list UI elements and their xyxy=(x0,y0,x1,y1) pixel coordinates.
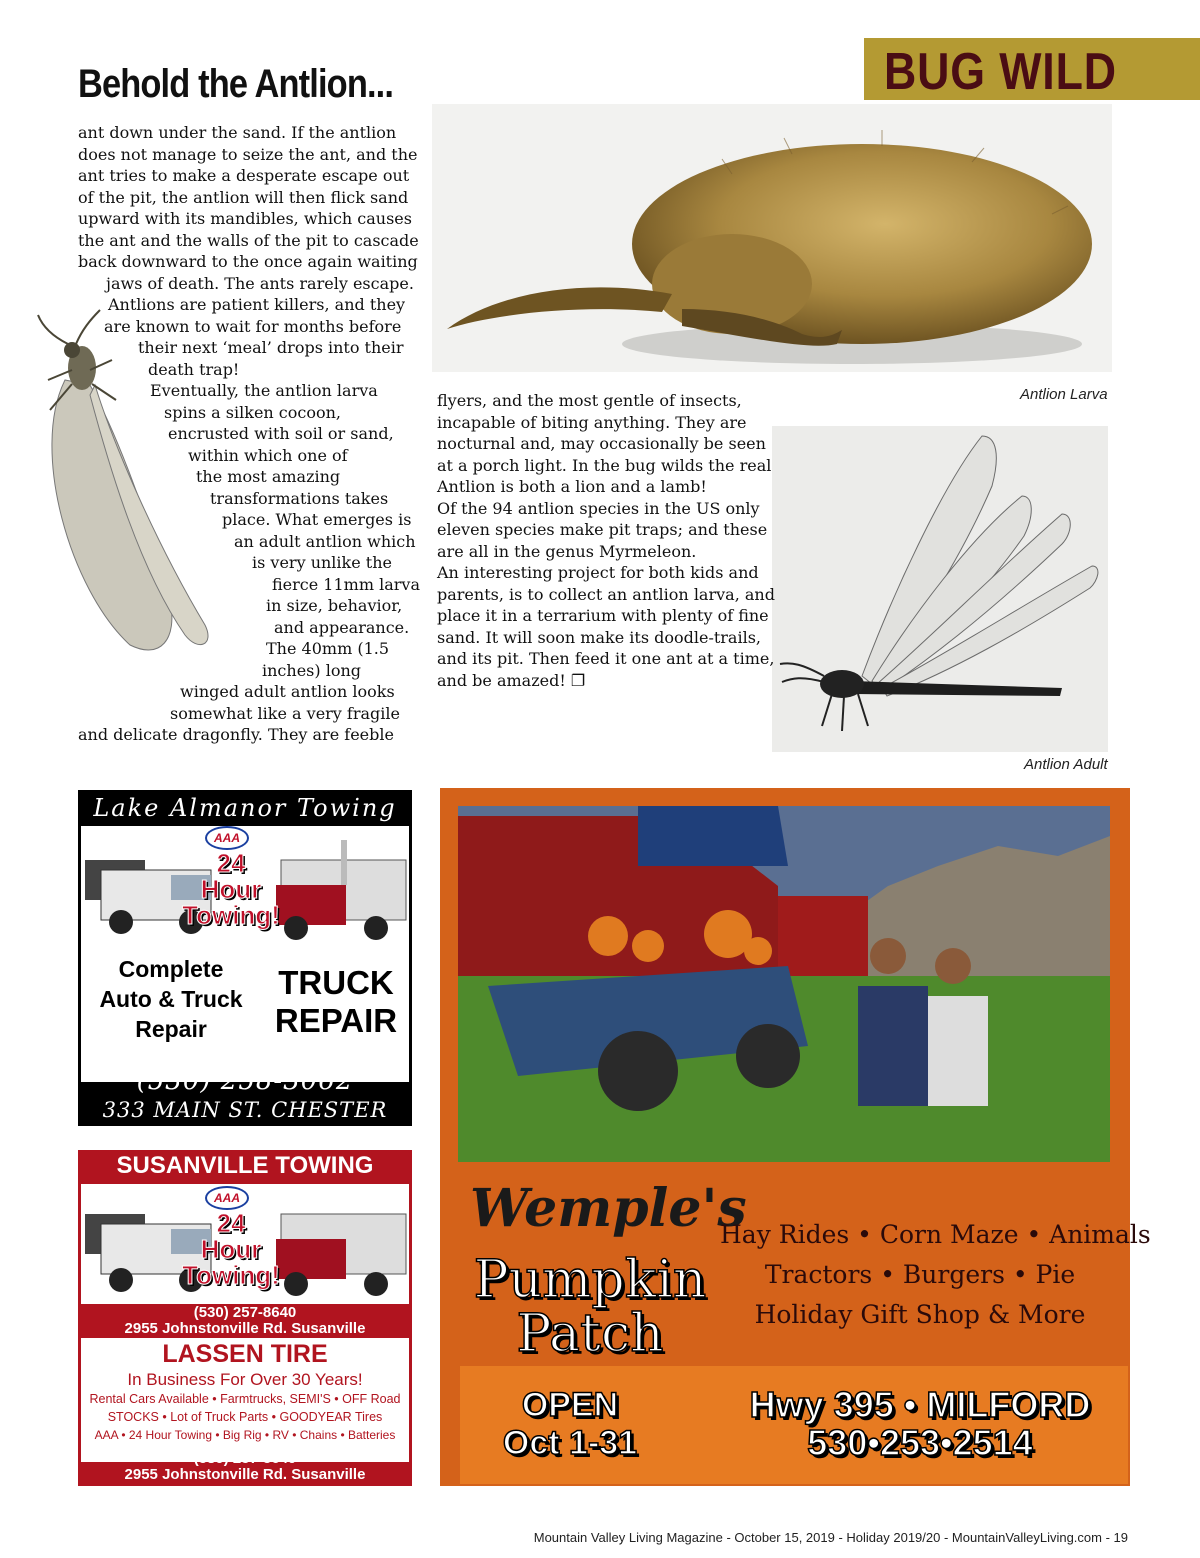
article-col1-line: does not manage to seize the ant, and the xyxy=(78,144,418,164)
article-col1-line: upward with its mandibles, which causes xyxy=(78,209,412,228)
article-col1-line: place. What emerges is xyxy=(222,510,412,529)
article-col1-line: Antlions are patient killers, and they xyxy=(108,295,406,314)
aaa-logo: AAA xyxy=(205,826,249,850)
article-col1-line: fierce 11mm larva xyxy=(272,574,420,594)
article-col1-line: are known to wait for months before xyxy=(104,316,402,336)
wemple-open-line: Oct 1-31 xyxy=(502,1424,638,1462)
article-col2-line: are all in the genus Myrmeleon. xyxy=(437,541,697,561)
article-col1-line: spins a silken cocoon, xyxy=(164,402,342,422)
ad-almanor-phone: (530) 258-3062 xyxy=(136,1066,354,1096)
wemple-phone: 530•253•2514 xyxy=(807,1422,1033,1463)
lassen-services-line: STOCKS • Lot of Truck Parts • GOODYEAR Tires xyxy=(107,1410,383,1424)
service-line: Auto & Truck xyxy=(99,986,243,1012)
wemple-feature-line: Hay Rides • Corn Maze • Animals xyxy=(720,1220,1151,1249)
ad-almanor-title: Lake Almanor Towing xyxy=(93,794,397,822)
ad-wemples-pumpkin-patch xyxy=(440,788,1151,1486)
article-col2-line: place it in a terrarium with plenty of fine xyxy=(437,606,769,625)
ad-susanville-phone2: (530) 257-8640 xyxy=(193,1450,297,1467)
article-col1-line: ant down under the sand. If the antlion xyxy=(78,123,397,142)
article-col2-line: parents, is to collect an antlion larva, and xyxy=(437,584,775,604)
article-col2-line: An interesting project for both kids and xyxy=(437,563,759,582)
ad-almanor-panel xyxy=(81,826,409,1082)
section-tag xyxy=(864,38,1200,100)
article-col2-line: Of the 94 antlion species in the US only xyxy=(437,498,760,518)
ad-susanville-title: SUSANVILLE TOWING xyxy=(116,1152,374,1179)
article-col1-line: encrusted with soil or sand, xyxy=(168,424,394,443)
lassen-services-line: Rental Cars Available • Farmtrucks, SEMI'S • OFF Road xyxy=(89,1392,401,1406)
wemple-feature-line: Holiday Gift Shop & More xyxy=(754,1300,1086,1329)
article-col2-line: incapable of biting anything. They are xyxy=(437,412,747,432)
badge-24: 24 xyxy=(216,848,246,878)
article-col1-line: their next ‘meal’ drops into their xyxy=(138,338,404,357)
article-col1-line: the most amazing xyxy=(196,467,341,486)
article-col2-line: Antlion is both a lion and a lamb! xyxy=(437,477,707,496)
lassen-tagline: In Business For Over 30 Years! xyxy=(127,1370,363,1389)
lassen-services-line: AAA • 24 Hour Towing • Big Rig • RV • Chains • Batteries xyxy=(94,1428,396,1442)
truck-repair-line: REPAIR xyxy=(274,1002,398,1039)
article-col2-line: flyers, and the most gentle of insects, xyxy=(437,391,742,410)
article-col1-line: and appearance. xyxy=(274,617,410,637)
article-col2-line: nocturnal and, may occasionally be seen xyxy=(437,434,766,453)
article-col1-line: Eventually, the antlion larva xyxy=(150,381,378,400)
ad-susanville-panel xyxy=(81,1184,409,1304)
article-col2-line: and its pit. Then feed it one ant at a time, xyxy=(437,649,775,668)
ad-susanville-address1: 2955 Johnstonville Rd. Susanville xyxy=(124,1320,366,1337)
ad-susanville-phone1: (530) 257-8640 xyxy=(193,1304,297,1321)
article-col1-line: back downward to the once again waiting xyxy=(78,252,418,271)
wemple-open-line: OPEN xyxy=(521,1386,619,1424)
badge-hour: Hour xyxy=(200,874,262,904)
pumpkin-name-line: Patch xyxy=(516,1304,664,1364)
ad-lassen-panel xyxy=(81,1338,409,1462)
article-col1-line: in size, behavior, xyxy=(266,596,403,615)
article-col1-line: is very unlike the xyxy=(252,553,392,572)
article-col1-line: death trap! xyxy=(148,359,240,379)
pumpkin-name-line: Pumpkin xyxy=(473,1250,707,1310)
article-col2-line: and be amazed! ❐ xyxy=(437,670,586,690)
page-footer: Mountain Valley Living Magazine - October 15, 2019 - Holiday 2019/20 - MountainValleyLiving.com - 19 xyxy=(533,1530,1128,1545)
service-line: Complete xyxy=(118,956,224,982)
article-col1-line: somewhat like a very fragile xyxy=(170,703,400,723)
aaa-logo: AAA xyxy=(205,1186,249,1210)
article-headline: Behold the Antlion... xyxy=(78,62,394,106)
section-tag-label: BUG WILD xyxy=(884,43,1117,101)
article-col1-line: an adult antlion which xyxy=(234,531,416,551)
wemple-location: Hwy 395 • MILFORD xyxy=(749,1384,1091,1425)
article-col2-line: at a porch light. In the bug wilds the real xyxy=(437,455,772,475)
truck-repair-line: TRUCK xyxy=(278,964,394,1001)
caption-adult: Antlion Adult xyxy=(1024,756,1108,773)
article-col1-line: of the pit, the antlion will then flick sand xyxy=(78,187,409,207)
article-col2-line: eleven species make pit traps; and these xyxy=(437,520,768,539)
article-col1-line: within which one of xyxy=(188,445,348,465)
badge-towing: Towing! xyxy=(182,1260,280,1290)
article-col1-line: winged adult antlion looks xyxy=(180,682,395,701)
ad-susanville-address2: 2955 Johnstonville Rd. Susanville xyxy=(124,1466,366,1483)
badge-24: 24 xyxy=(216,1208,246,1238)
caption-larva: Antlion Larva xyxy=(1020,386,1108,403)
badge-towing: Towing! xyxy=(182,900,280,930)
lassen-tire-title: LASSEN TIRE xyxy=(162,1340,328,1368)
pumpkin-patch-photo xyxy=(458,806,1110,1162)
service-line: Repair xyxy=(135,1016,207,1042)
ad-lake-almanor-towing xyxy=(78,790,412,1126)
article-col1-line: inches) long xyxy=(262,660,361,680)
antlion-adult-photo xyxy=(772,426,1108,752)
article-col1-line: transformations takes xyxy=(210,488,389,508)
ad-susanville-towing xyxy=(78,1150,412,1486)
article-col1-line: ant tries to make a desperate escape out xyxy=(78,166,410,185)
wemple-feature-line: Tractors • Burgers • Pie xyxy=(764,1260,1076,1289)
article-col1-line: The 40mm (1.5 xyxy=(266,639,390,658)
badge-hour: Hour xyxy=(200,1234,262,1264)
article-col1-line: and delicate dragonfly. They are feeble xyxy=(78,725,394,744)
wemple-brand: Wemple's xyxy=(470,1178,747,1239)
article-col1-line: the ant and the walls of the pit to cascade xyxy=(78,230,419,250)
ad-almanor-address: 333 MAIN ST. CHESTER xyxy=(102,1098,388,1122)
article-col1-line: jaws of death. The ants rarely escape. xyxy=(106,273,414,293)
antlion-larva-photo xyxy=(432,104,1112,372)
article-col2-line: sand. It will soon make its doodle-trails, xyxy=(437,627,761,647)
